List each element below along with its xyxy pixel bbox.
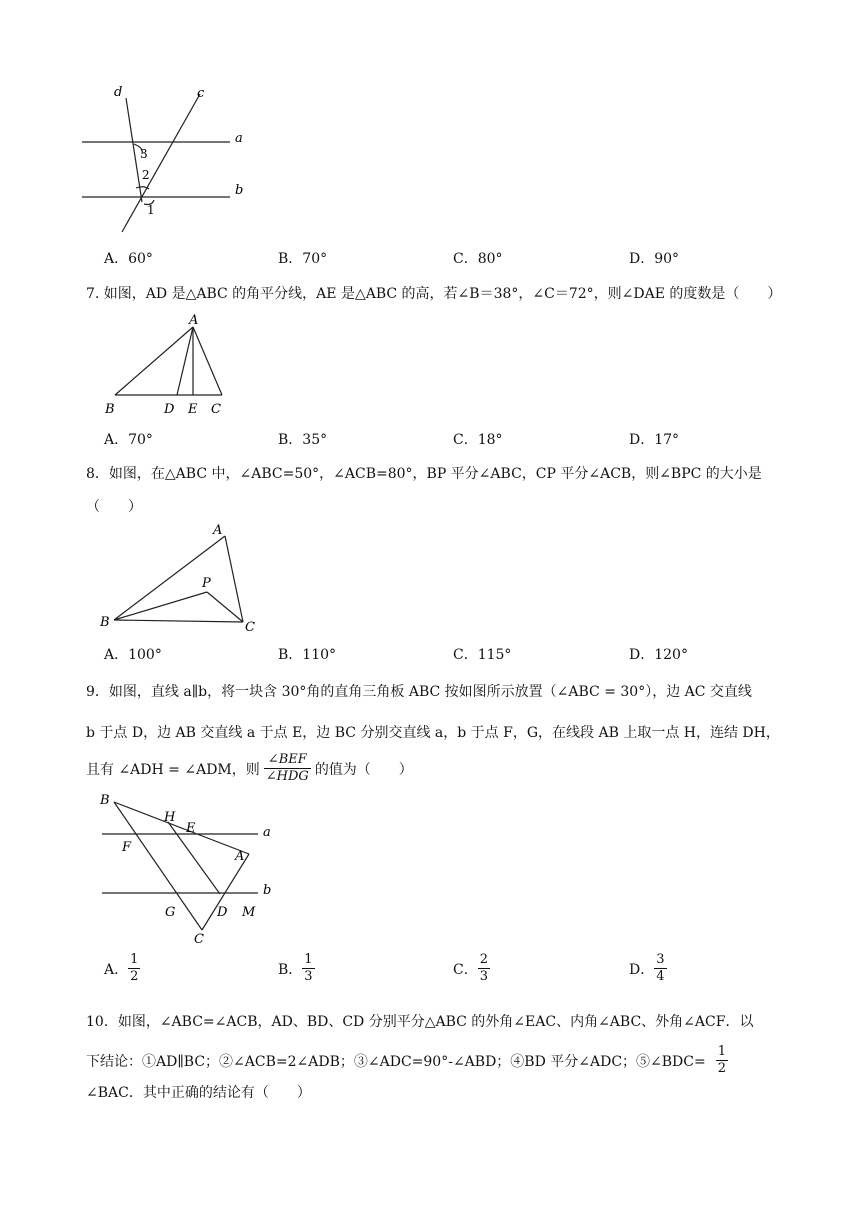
q6-figure bbox=[78, 82, 258, 238]
label-E: E bbox=[188, 402, 198, 417]
q8-option-c[interactable]: C．115° bbox=[453, 647, 512, 663]
label-b: b bbox=[263, 883, 272, 898]
q8-option-b[interactable]: B．110° bbox=[278, 647, 337, 663]
q10-line-2 bbox=[86, 1044, 728, 1077]
q8-option-d[interactable]: D．120° bbox=[629, 647, 688, 663]
q9-option-a[interactable] bbox=[104, 952, 140, 985]
q9-frac-num: ∠BEF bbox=[264, 752, 311, 769]
q9-frac-den: ∠HDG bbox=[265, 769, 309, 784]
label-b: b bbox=[235, 183, 244, 198]
q9-option-a-fraction bbox=[128, 952, 140, 985]
label-A: A bbox=[235, 849, 245, 864]
q8-option-a[interactable]: A．100° bbox=[104, 647, 162, 663]
q8-question-text: 8．如图，在△ABC 中，∠ABC=50°，∠ACB=80°，BP 平分∠ABC，CP 平分∠ACB，则∠BPC 的大小是 bbox=[86, 466, 762, 482]
frac-den: 4 bbox=[656, 969, 665, 984]
frac-den: 3 bbox=[479, 969, 488, 984]
label-G: G bbox=[165, 905, 176, 920]
q9-option-d-fraction bbox=[654, 952, 666, 985]
q9-option-c-letter: C． bbox=[453, 961, 478, 978]
label-H: H bbox=[164, 810, 176, 825]
q9-option-c-fraction bbox=[478, 952, 490, 985]
frac-num: 1 bbox=[130, 952, 139, 967]
q9-option-b-letter: B． bbox=[278, 961, 303, 978]
q9-option-a-letter: A． bbox=[104, 961, 129, 978]
label-M: M bbox=[242, 905, 256, 920]
q7-option-a[interactable]: A．70° bbox=[104, 432, 153, 448]
q7-option-d[interactable]: D．17° bbox=[629, 432, 680, 448]
q9-line-3-post: 的值为（ ） bbox=[314, 761, 413, 778]
label-B: B bbox=[100, 793, 110, 808]
frac-num: 1 bbox=[304, 952, 313, 967]
frac-den: 3 bbox=[304, 969, 313, 984]
line-c bbox=[122, 94, 200, 232]
label-c: c bbox=[197, 86, 205, 101]
label-C: C bbox=[211, 402, 221, 417]
label-1: 1 bbox=[147, 203, 155, 217]
frac-num: 3 bbox=[656, 952, 665, 967]
label-B: B bbox=[100, 615, 110, 630]
q10-line-2-text: 下结论：①AD∥BC；②∠ACB=2∠ADB；③∠ADC=90°-∠ABD；④BD 平分∠ADC；⑤∠BDC= bbox=[86, 1053, 706, 1070]
q8-question-paren: （ ） bbox=[86, 499, 142, 515]
q7-figure bbox=[100, 310, 240, 420]
q9-line-3 bbox=[86, 752, 413, 785]
q9-option-b[interactable] bbox=[278, 952, 315, 985]
q9-option-d-letter: D． bbox=[629, 961, 655, 978]
label-C: C bbox=[245, 620, 255, 635]
q6-option-a[interactable]: A．60° bbox=[104, 251, 153, 267]
label-A: A bbox=[213, 523, 223, 538]
q9-option-d[interactable] bbox=[629, 952, 667, 985]
q9-figure bbox=[96, 790, 286, 950]
q7-question-text: 7. 如图，AD 是△ABC 的角平分线，AE 是△ABC 的高，若∠B＝38°，∠C＝72°，则∠DAE 的度数是（ ） bbox=[86, 286, 782, 302]
label-C: C bbox=[194, 932, 204, 947]
label-E: E bbox=[186, 821, 196, 836]
label-a: a bbox=[263, 825, 271, 840]
q9-line-2: b 于点 D，边 AB 交直线 a 于点 E，边 BC 分别交直线 a，b 于点 F，G，在线段 AB 上取一点 H，连结 DH， bbox=[86, 725, 780, 741]
label-d: d bbox=[114, 85, 123, 100]
q9-line-3-pre: 且有 ∠ADH = ∠ADM，则 bbox=[86, 761, 260, 778]
q9-line-1: 9．如图，直线 a∥b，将一块含 30°角的直角三角板 ABC 按如图所示放置（∠ABC = 30°），边 AC 交直线 bbox=[86, 684, 752, 700]
label-3: 3 bbox=[140, 147, 148, 161]
frac-den: 2 bbox=[130, 969, 139, 984]
q6-option-d[interactable]: D．90° bbox=[629, 251, 680, 267]
q9-fraction bbox=[264, 752, 311, 785]
q7-option-b[interactable]: B．35° bbox=[278, 432, 328, 448]
label-P: P bbox=[202, 576, 211, 591]
frac-num: 1 bbox=[717, 1044, 727, 1059]
label-B: B bbox=[105, 402, 115, 417]
q6-option-c[interactable]: C．80° bbox=[453, 251, 503, 267]
frac-den: 2 bbox=[717, 1061, 727, 1076]
label-A: A bbox=[189, 313, 199, 328]
q6-option-b[interactable]: B．70° bbox=[278, 251, 328, 267]
q10-fraction bbox=[716, 1044, 728, 1077]
label-a: a bbox=[235, 131, 243, 146]
side-BA bbox=[114, 802, 249, 854]
label-2: 2 bbox=[142, 168, 150, 182]
frac-num: 2 bbox=[479, 952, 488, 967]
q8-figure bbox=[98, 520, 268, 636]
label-D: D bbox=[164, 402, 175, 417]
q10-line-1: 10．如图，∠ABC=∠ACB，AD、BD、CD 分别平分△ABC 的外角∠EAC、内角∠ABC、外角∠ACF．以 bbox=[86, 1014, 754, 1030]
q9-option-c[interactable] bbox=[453, 952, 490, 985]
q7-option-c[interactable]: C．18° bbox=[453, 432, 503, 448]
label-F: F bbox=[122, 840, 132, 855]
label-D: D bbox=[217, 905, 228, 920]
q10-line-3: ∠BAC．其中正确的结论有（ ） bbox=[86, 1085, 311, 1101]
q9-option-b-fraction bbox=[302, 952, 314, 985]
